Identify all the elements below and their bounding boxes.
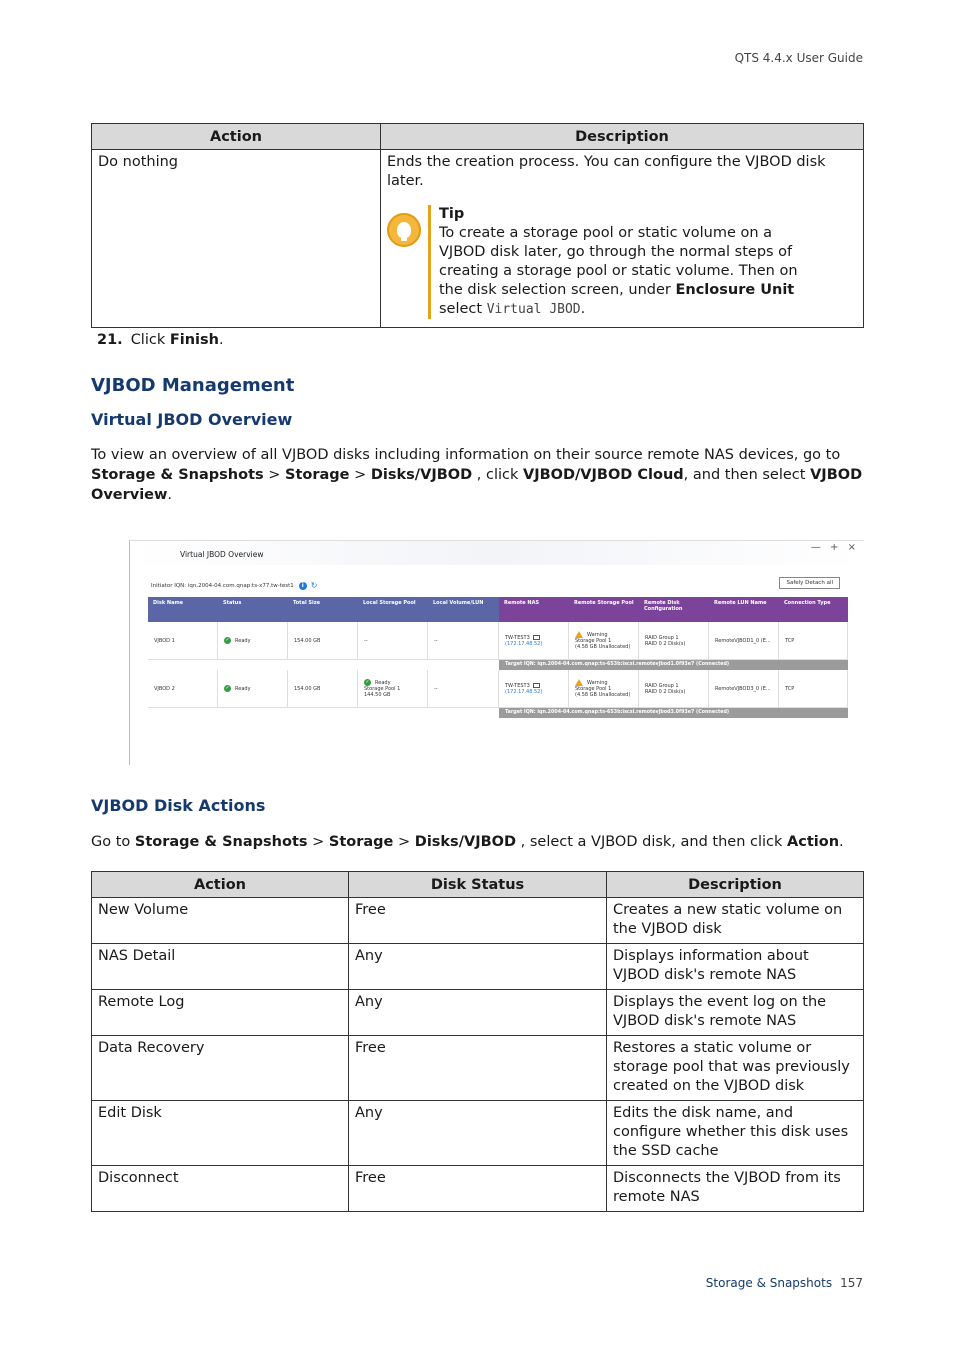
cell-disk: VJBOD 1 [148, 622, 218, 660]
grid-row[interactable] [148, 622, 848, 660]
cell-description [381, 150, 864, 328]
tip-bar [428, 205, 431, 319]
window-controls-label: — + × [810, 542, 859, 553]
tip-box [387, 205, 857, 319]
cell-remote-pool [569, 670, 639, 708]
cell-description: Disconnects the VJBOD from its remote NAS [607, 1166, 864, 1212]
text: , click [472, 467, 523, 483]
table-row [92, 1101, 864, 1166]
cell-conn: TCP [779, 670, 848, 708]
page-footer [706, 1276, 863, 1290]
cell-description: Edits the disk name, and configure whether this disk uses the SSD cache [607, 1101, 864, 1166]
cell-raid [639, 622, 709, 660]
cell-size: 154.00 GB [288, 670, 358, 708]
cell-action: Data Recovery [92, 1036, 349, 1101]
col-remote-disk-config[interactable]: Remote Disk Configuration [639, 597, 709, 622]
grid-row[interactable] [148, 670, 848, 708]
status-text: Ready [235, 638, 251, 644]
text: , select a VJBOD disk, and then click [516, 834, 788, 850]
cell-disk: VJBOD 2 [148, 670, 218, 708]
check-icon: ✓ [225, 637, 230, 643]
initiator-iqn: Initiator IQN: iqn.2004-04.com.qnap:ts-x77.tw-test1 [151, 582, 294, 589]
sep: > [349, 467, 371, 483]
rpool-name: Storage Pool 1 [575, 686, 612, 692]
overview-paragraph [91, 445, 871, 505]
target-iqn: Target IQN: iqn.2004-04.com.qnap:ts-653b:iscsi.remotevjbod3.0f93e7 (Connected) [499, 708, 848, 718]
text: Go to [91, 834, 135, 850]
table-row [92, 990, 864, 1036]
col-total-size[interactable]: Total Size [288, 597, 358, 622]
bold-text: Storage [328, 834, 394, 850]
pool-name: Storage Pool 1 [364, 686, 401, 692]
target-row [148, 660, 848, 670]
raid-level: RAID 0 2 Disk(s) [645, 688, 686, 695]
cell-status: Free [349, 1166, 607, 1212]
target-row [148, 708, 848, 718]
cell-size: 154.00 GB [288, 622, 358, 660]
tip-title: Tip [439, 206, 465, 222]
raid-group: RAID Group 1 [645, 634, 679, 641]
cell-pool: -- [358, 622, 428, 660]
warning-icon [575, 679, 583, 686]
text: To view an overview of all VJBOD disks including information on their source remote NAS devices, go to [91, 447, 841, 463]
raid-group: RAID Group 1 [645, 682, 679, 689]
cell-action: Do nothing [92, 150, 381, 328]
cell-volume: -- [428, 670, 499, 708]
section-title: VJBOD Management [91, 375, 295, 396]
cell-action: NAS Detail [92, 944, 349, 990]
col-disk-name[interactable]: Disk Name [148, 597, 218, 622]
cell-volume: -- [428, 622, 499, 660]
col-remote-nas[interactable]: Remote NAS [499, 597, 569, 622]
rpool-free: (4.58 GB Unallocated) [575, 644, 631, 650]
description-text: Ends the creation process. You can configure the VJBOD disk later. [387, 154, 826, 189]
tip-bold: Enclosure Unit [675, 282, 795, 298]
actions-title: VJBOD Disk Actions [91, 796, 266, 815]
col-header-disk-status: Disk Status [349, 872, 607, 898]
cell-action: Disconnect [92, 1166, 349, 1212]
bold-text: Storage & Snapshots [134, 834, 308, 850]
cell-description: Displays information about VJBOD disk's remote NAS [607, 944, 864, 990]
sep: > [393, 834, 415, 850]
tip-body [439, 205, 799, 319]
step-number: 21. [97, 332, 123, 348]
table-row [92, 944, 864, 990]
vjbod-grid [148, 597, 848, 718]
rpool-status: Warning [587, 680, 608, 686]
page-number: 157 [840, 1276, 863, 1290]
footer-section: Storage & Snapshots [705, 1276, 833, 1290]
action-table [91, 123, 864, 328]
window-controls[interactable] [811, 542, 859, 553]
col-status[interactable]: Status [218, 597, 288, 622]
table-row [92, 1166, 864, 1212]
bold-text: Storage & Snapshots [91, 467, 264, 483]
pool-status: Ready [375, 680, 391, 686]
bold-text: Storage [285, 467, 350, 483]
rpool-name: Storage Pool 1 [575, 638, 612, 644]
cell-description: Restores a static volume or storage pool that was previously created on the VJBOD disk [607, 1036, 864, 1101]
text: , and then select [683, 467, 811, 483]
check-icon: ✓ [225, 685, 230, 691]
text: . [167, 487, 173, 503]
overview-title: Virtual JBOD Overview [91, 410, 293, 429]
safely-detach-all-button[interactable]: Safely Detach all [779, 577, 840, 589]
nas-ip-link[interactable]: (172.17.48.52) [505, 688, 543, 695]
vjbod-overview-screenshot [129, 540, 864, 765]
nas-name: TW-TEST3 [505, 634, 530, 641]
cell-lun: RemoteVJBOD1_0 (E... [709, 622, 779, 660]
cell-status [218, 670, 288, 708]
cell-pool [358, 670, 428, 708]
sep: > [307, 834, 329, 850]
monitor-icon[interactable] [533, 635, 540, 640]
tip-text: To create a storage pool or static volume on a VJBOD disk later, go through the normal steps of creating a storage pool or static volume. Then on the disk selection screen, under [439, 225, 798, 298]
nas-name: TW-TEST3 [505, 682, 530, 689]
step-end: . [218, 332, 224, 348]
check-icon: ✓ [365, 679, 370, 685]
actions-paragraph [91, 832, 871, 852]
target-iqn: Target IQN: iqn.2004-04.com.qnap:ts-653b:iscsi.remotevjbod1.0f93e7 (Connected) [499, 660, 848, 670]
col-connection-type[interactable]: Connection Type [779, 597, 848, 622]
cell-status [218, 622, 288, 660]
cell-action: New Volume [92, 898, 349, 944]
raid-level: RAID 0 2 Disk(s) [645, 640, 686, 647]
bold-text: Action [787, 834, 840, 850]
bold-text: Disks/VJBOD [370, 467, 473, 483]
cell-description: Creates a new static volume on the VJBOD disk [607, 898, 864, 944]
col-remote-pool[interactable]: Remote Storage Pool [569, 597, 639, 622]
cell-description: Displays the event log on the VJBOD disk's remote NAS [607, 990, 864, 1036]
cell-remote-nas [499, 670, 569, 708]
col-header-action: Action [92, 872, 349, 898]
monitor-icon[interactable] [533, 683, 540, 688]
step-text: Click [130, 332, 170, 348]
cell-remote-nas [499, 622, 569, 660]
bold-text: VJBOD Overview [91, 467, 863, 503]
rpool-status: Warning [587, 632, 608, 638]
disk-actions-table [91, 871, 864, 1212]
bold-text: VJBOD/VJBOD Cloud [522, 467, 684, 483]
cell-lun: RemoteVJBOD3_0 (E... [709, 670, 779, 708]
cell-conn: TCP [779, 622, 848, 660]
sep: > [263, 467, 286, 483]
refresh-icon[interactable]: ↻ [310, 581, 318, 590]
window-title: Virtual JBOD Overview [180, 550, 264, 559]
col-local-pool[interactable]: Local Storage Pool [358, 597, 428, 622]
pool-size: 144.50 GB [364, 692, 391, 698]
guide-title: QTS 4.4.x User Guide [734, 51, 863, 65]
nas-ip-link[interactable]: (172.17.48.52) [505, 640, 543, 647]
grid-header [148, 597, 848, 622]
col-remote-lun[interactable]: Remote LUN Name [709, 597, 779, 622]
table-row [92, 150, 864, 328]
col-header-description: Description [381, 124, 864, 150]
warning-icon [575, 631, 583, 638]
cell-status: Free [349, 1036, 607, 1101]
cell-action: Remote Log [92, 990, 349, 1036]
info-icon[interactable]: i [299, 582, 307, 590]
cell-action: Edit Disk [92, 1101, 349, 1166]
col-header-description: Description [607, 872, 864, 898]
col-local-volume[interactable]: Local Volume/LUN [428, 597, 499, 622]
cell-status: Any [349, 990, 607, 1036]
cell-status: Free [349, 898, 607, 944]
cell-remote-pool [569, 622, 639, 660]
cell-status: Any [349, 1101, 607, 1166]
lightbulb-icon [387, 213, 421, 247]
status-text: Ready [235, 686, 251, 692]
cell-status: Any [349, 944, 607, 990]
tip-mono: Virtual JBOD [486, 302, 581, 317]
table-row [92, 898, 864, 944]
step-bold: Finish [169, 332, 219, 348]
text: . [839, 834, 844, 850]
tip-text-2: select [439, 301, 487, 317]
rpool-free: (4.58 GB Unallocated) [575, 692, 631, 698]
cell-raid [639, 670, 709, 708]
col-header-action: Action [92, 124, 381, 150]
initiator-line [151, 581, 317, 590]
step-21 [97, 332, 224, 348]
table-row [92, 1036, 864, 1101]
bold-text: Disks/VJBOD [414, 834, 517, 850]
tip-text-3: . [580, 301, 586, 317]
